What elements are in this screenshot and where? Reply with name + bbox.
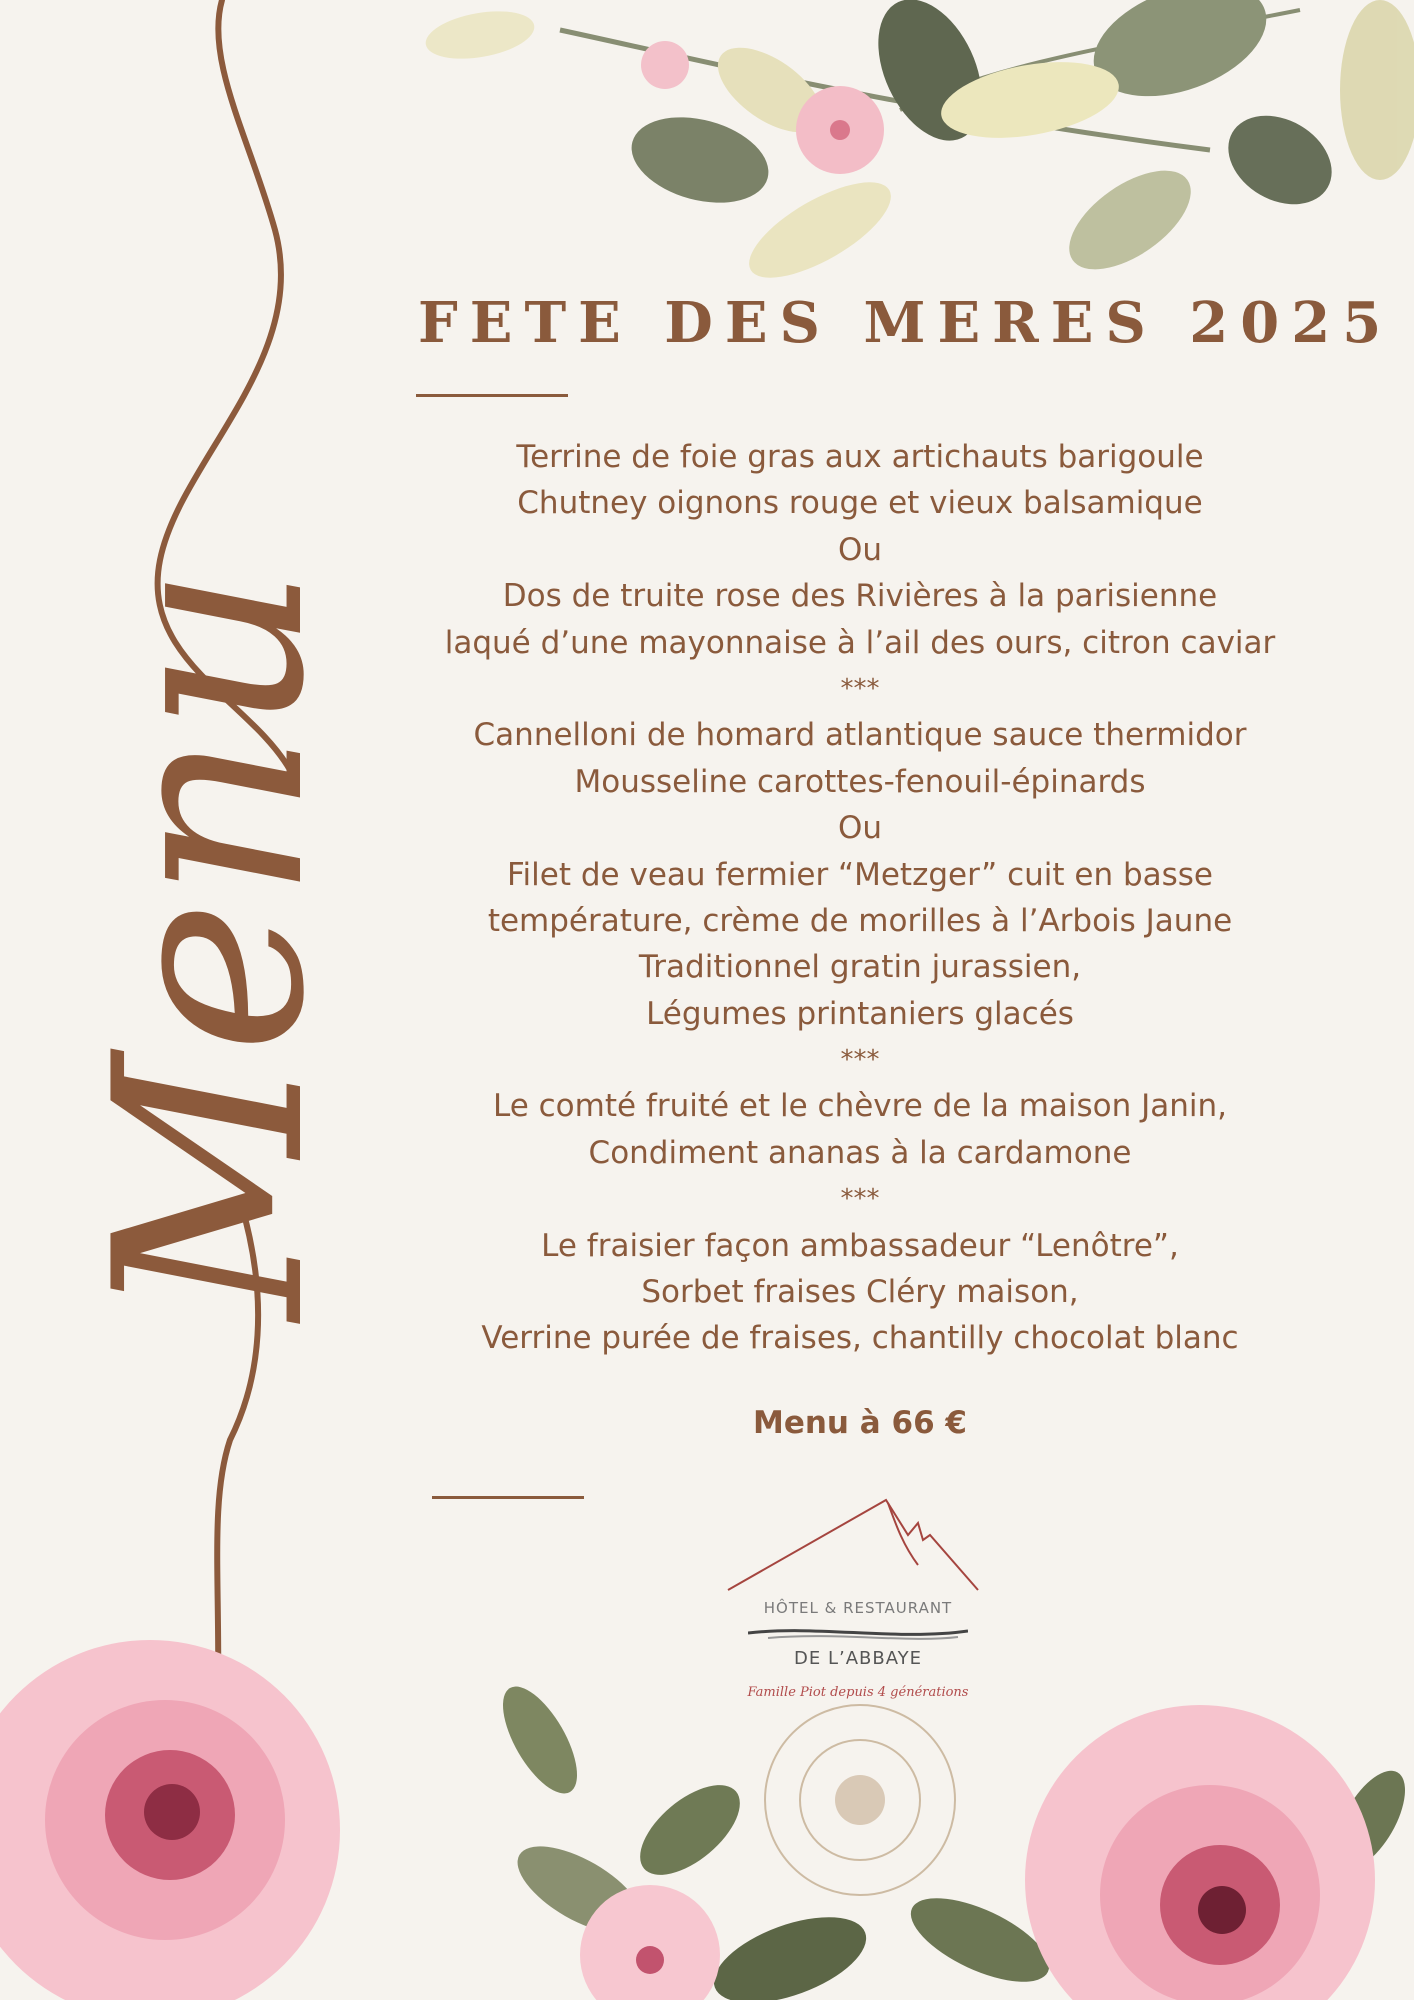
menu-line: Condiment ananas à la cardamone	[588, 1134, 1132, 1171]
menu-list	[420, 434, 1300, 1362]
menu-line: Chutney oignons rouge et vieux balsamique	[517, 485, 1203, 522]
script-menu-word: Menu	[60, 565, 362, 1320]
menu-line: Légumes printaniers glacés	[646, 995, 1074, 1032]
menu-line: Cannelloni de homard atlantique sauce thermidor	[473, 717, 1247, 754]
logo-swoosh	[748, 1623, 968, 1643]
bottom-flowers	[0, 1640, 1414, 2000]
logo-name: DE L’ABBAYE	[794, 1648, 922, 1669]
top-foliage	[422, 0, 1414, 296]
course-separator: ***	[840, 673, 880, 704]
mountain-logo-icon	[718, 1495, 998, 1605]
title-divider	[416, 394, 568, 397]
menu-line: Verrine purée de fraises, chantilly chocolat blanc	[481, 1320, 1239, 1357]
menu-line: Sorbet fraises Cléry maison,	[641, 1274, 1079, 1311]
logo-tagline: Famille Piot depuis 4 générations	[747, 1685, 969, 1700]
logo-hotel-restaurant: HÔTEL & RESTAURANT	[763, 1599, 953, 1617]
menu-line: Ou	[837, 810, 883, 847]
menu-line: laqué d’une mayonnaise à l’ail des ours, citron caviar	[444, 624, 1276, 661]
menu-line: Filet de veau fermier “Metzger” cuit en basse	[506, 856, 1214, 893]
menu-line: Le comté fruité et le chèvre de la maison Janin,	[492, 1088, 1228, 1125]
menu-line: Traditionnel gratin jurassien,	[638, 949, 1082, 986]
course-separator: ***	[840, 1184, 880, 1215]
page-title: FETE DES MERES 2025	[418, 290, 1394, 356]
restaurant-logo	[718, 1495, 998, 1715]
menu-line: température, crème de morilles à l’Arbois Jaune	[487, 902, 1233, 939]
menu-price: Menu à 66 €	[752, 1405, 968, 1441]
menu-line: Ou	[837, 531, 883, 568]
menu-line: Le fraisier façon ambassadeur “Lenôtre”,	[541, 1227, 1179, 1264]
price-divider	[432, 1496, 584, 1499]
menu-line: Terrine de foie gras aux artichauts barigoule	[516, 439, 1204, 475]
menu-line: Dos de truite rose des Rivières à la parisienne	[502, 578, 1218, 615]
menu-line: Mousseline carottes-fenouil-épinards	[574, 763, 1146, 800]
course-separator: ***	[840, 1045, 880, 1076]
